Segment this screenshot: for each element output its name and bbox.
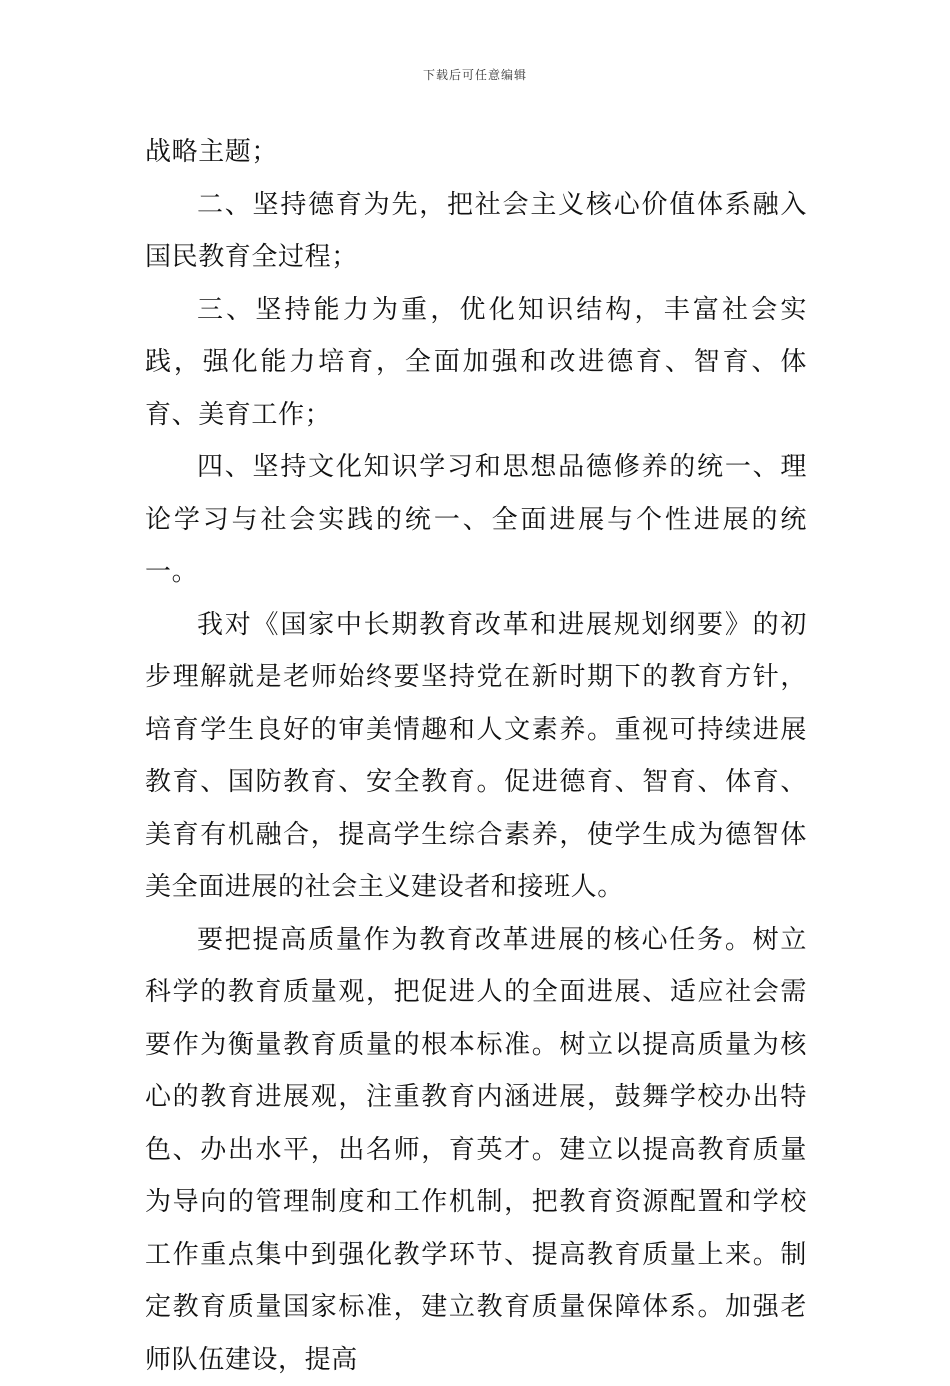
paragraph-point-2: 二、坚持德育为先，把社会主义核心价值体系融入国民教育全过程； xyxy=(145,179,807,284)
paragraph-point-3: 三、坚持能力为重，优化知识结构，丰富社会实践，强化能力培育，全面加强和改进德育、智育、体育、美育工作； xyxy=(145,284,807,442)
document-body xyxy=(145,126,807,1386)
paragraph-quality: 要把提高质量作为教育改革进展的核心任务。树立科学的教育质量观，把促进人的全面进展、适应社会需要作为衡量教育质量的根本标准。树立以提高质量为核心的教育进展观，注重教育内涵进展，鼓舞学校办出特色、办出水平，出名师，育英才。建立以提高教育质量为导向的管理制度和工作机制，把教育资源配置和学校工作重点集中到强化教学环节、提高教育质量上来。制定教育质量国家标准，建立教育质量保障体系。加强老师队伍建设，提高 xyxy=(145,914,807,1386)
paragraph-continuation: 战略主题； xyxy=(145,126,807,179)
paragraph-point-4: 四、坚持文化知识学习和思想品德修养的统一、理论学习与社会实践的统一、全面进展与个性进展的统一。 xyxy=(145,441,807,599)
paragraph-understanding: 我对《国家中长期教育改革和进展规划纲要》的初步理解就是老师始终要坚持党在新时期下的教育方针，培育学生良好的审美情趣和人文素养。重视可持续进展教育、国防教育、安全教育。促进德育、智育、体育、美育有机融合，提高学生综合素养，使学生成为德智体美全面进展的社会主义建设者和接班人。 xyxy=(145,599,807,914)
page-header: 下载后可任意编辑 xyxy=(0,66,950,83)
